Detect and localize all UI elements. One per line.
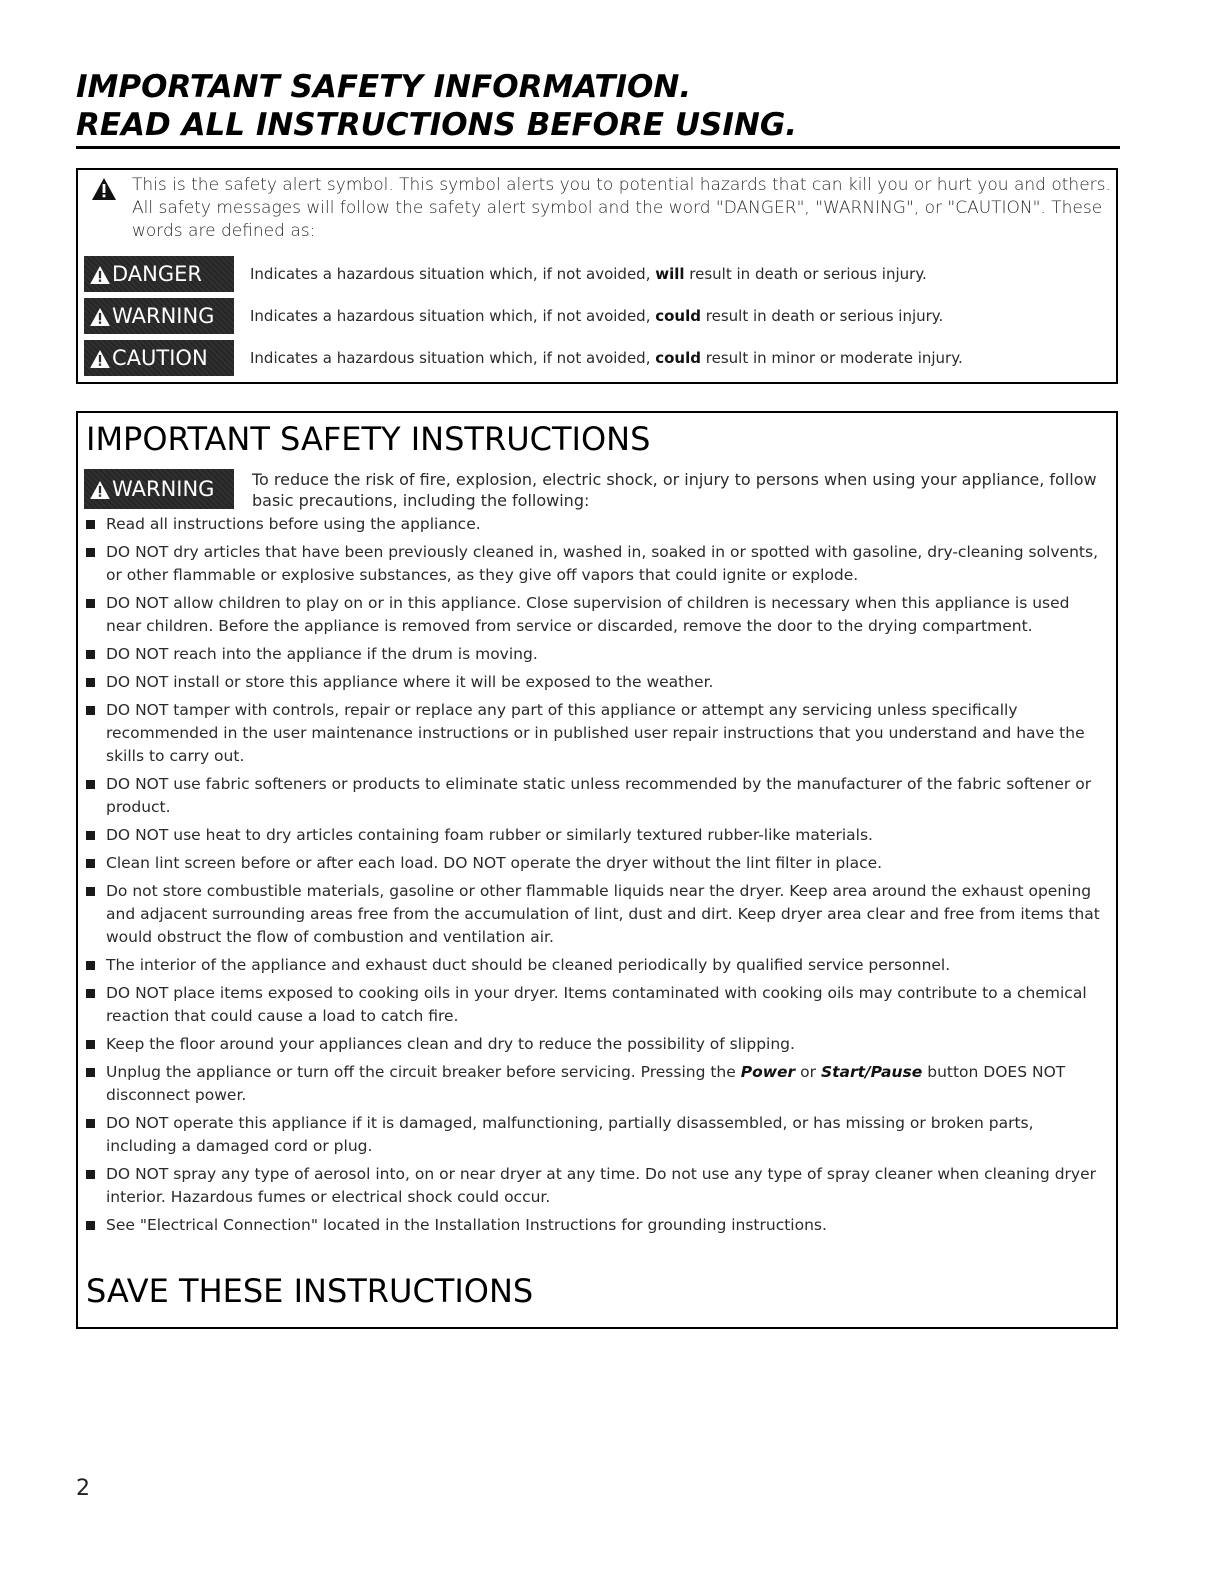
bullet-square-icon [86, 520, 95, 529]
list-item-text: Clean lint screen before or after each load. DO NOT operate the dryer without the lint filter in place. [106, 854, 883, 872]
page-number: 2 [76, 1476, 90, 1501]
list-item [86, 592, 1106, 638]
page-title-line-2: READ ALL INSTRUCTIONS BEFORE USING. [76, 107, 798, 143]
list-item [86, 1033, 1106, 1056]
start-pause-button-reference: Start/Pause [820, 1063, 923, 1081]
list-item [86, 954, 1106, 977]
warning-definition [250, 306, 943, 326]
bullet-square-icon [86, 989, 95, 998]
bullet-square-icon [86, 678, 95, 687]
list-item-text: or [795, 1063, 821, 1081]
caution-badge [84, 340, 234, 376]
list-item [86, 982, 1106, 1028]
list-item-text: DO NOT place items exposed to cooking oils in your dryer. Items contaminated with cooking oils may contribute to a chemical reaction that could cause a load to catch fire. [106, 984, 1087, 1025]
bullet-square-icon [86, 961, 95, 970]
list-item [86, 513, 1106, 536]
warning-badge [84, 298, 234, 334]
list-item [86, 541, 1106, 587]
page-header [76, 68, 1120, 144]
list-item [86, 773, 1106, 819]
bullet-square-icon [86, 706, 95, 715]
list-item-text: DO NOT tamper with controls, repair or replace any part of this appliance or attempt any servicing unless specifically recommended in the user maintenance instructions or in published user repair instructions that you understand and have the skills to carry out. [106, 701, 1085, 765]
signal-row-caution [84, 340, 1114, 378]
list-item [86, 1112, 1106, 1158]
list-item [86, 1214, 1106, 1237]
bullet-square-icon [86, 599, 95, 608]
list-item [86, 852, 1106, 875]
warning-triangle-icon [90, 481, 110, 499]
warning-definition-text-end: result in death or serious injury. [701, 307, 944, 325]
warning-triangle-icon [90, 266, 110, 284]
safety-instruction-list [86, 513, 1106, 1242]
bullet-square-icon [86, 1119, 95, 1128]
header-divider [76, 146, 1120, 149]
list-item-text: Keep the floor around your appliances clean and dry to reduce the possibility of slipping. [106, 1035, 795, 1053]
list-item [86, 880, 1106, 949]
caution-definition [250, 348, 963, 368]
warning-definition-text: Indicates a hazardous situation which, if not avoided, [250, 307, 656, 325]
instructions-warning-text: To reduce the risk of fire, explosion, electric shock, or injury to persons when using your appliance, follow basic precautions, including the following: [252, 470, 1097, 510]
list-item-unplug [86, 1061, 1106, 1107]
caution-badge-label: CAUTION [112, 346, 208, 370]
safety-alert-intro-text: This is the safety alert symbol. This symbol alerts you to potential hazards that can kill you or hurt you and others. All safety messages will follow the safety alert symbol and the word "DANGER", "WARNING", or "CAUTION". These words are defined as: [132, 175, 1111, 241]
instructions-warning-badge-label: WARNING [112, 477, 215, 501]
caution-definition-text: Indicates a hazardous situation which, if not avoided, [250, 349, 656, 367]
safety-alert-definitions-box [76, 168, 1118, 384]
bullet-square-icon [86, 859, 95, 868]
list-item [86, 671, 1106, 694]
list-item-text: Read all instructions before using the appliance. [106, 515, 481, 533]
list-item [86, 643, 1106, 666]
list-item-text: See "Electrical Connection" located in the Installation Instructions for grounding instructions. [106, 1216, 827, 1234]
caution-definition-emphasis: could [655, 349, 701, 367]
danger-definition-emphasis: will [655, 265, 685, 283]
power-button-reference: Power [740, 1063, 796, 1081]
instructions-warning-badge [84, 469, 234, 509]
instructions-warning-row [84, 469, 1104, 513]
safety-instructions-box [76, 411, 1118, 1329]
list-item [86, 824, 1106, 847]
list-item-text: DO NOT reach into the appliance if the drum is moving. [106, 645, 538, 663]
bullet-square-icon [86, 650, 95, 659]
list-item-text: button DOES NOT disconnect power. [106, 1063, 1066, 1104]
list-item-text: DO NOT spray any type of aerosol into, on or near dryer at any time. Do not use any type of spray cleaner when cleaning dryer interior. Hazardous fumes or electrical shock could occur. [106, 1165, 1096, 1206]
bullet-square-icon [86, 887, 95, 896]
warning-definition-emphasis: could [655, 307, 701, 325]
danger-definition-text: Indicates a hazardous situation which, if not avoided, [250, 265, 656, 283]
bullet-square-icon [86, 1040, 95, 1049]
list-item-text: DO NOT allow children to play on or in this appliance. Close supervision of children is necessary when this appliance is used near children. Before the appliance is removed from service or discarded, remove the door to the drying compartment. [106, 594, 1070, 635]
signal-row-warning [84, 298, 1114, 336]
bullet-square-icon [86, 831, 95, 840]
page-title-line-1: IMPORTANT SAFETY INFORMATION. [76, 69, 692, 105]
bullet-square-icon [86, 1068, 95, 1077]
list-item-text: DO NOT use heat to dry articles containing foam rubber or similarly textured rubber-like materials. [106, 826, 873, 844]
bullet-square-icon [86, 780, 95, 789]
bullet-square-icon [86, 548, 95, 557]
list-item-text: The interior of the appliance and exhaust duct should be cleaned periodically by qualified service personnel. [106, 956, 951, 974]
list-item-text: DO NOT use fabric softeners or products to eliminate static unless recommended by the manufacturer of the fabric softener or product. [106, 775, 1092, 816]
list-item-text: DO NOT dry articles that have been previously cleaned in, washed in, soaked in or spotted with gasoline, dry-cleaning solvents, or other flammable or explosive substances, as they give off vapors that could ignite or explode. [106, 543, 1098, 584]
danger-definition-text-end: result in death or serious injury. [684, 265, 927, 283]
caution-definition-text-end: result in minor or moderate injury. [701, 349, 963, 367]
save-instructions-title: SAVE THESE INSTRUCTIONS [86, 1272, 534, 1310]
warning-triangle-icon [90, 308, 110, 326]
danger-badge [84, 256, 234, 292]
danger-badge-label: DANGER [112, 262, 203, 286]
safety-alert-triangle-icon [92, 178, 116, 200]
warning-triangle-icon [90, 350, 110, 368]
list-item [86, 1163, 1106, 1209]
instructions-title: IMPORTANT SAFETY INSTRUCTIONS [86, 420, 651, 458]
list-item-text: DO NOT install or store this appliance where it will be exposed to the weather. [106, 673, 714, 691]
warning-badge-label: WARNING [112, 304, 215, 328]
signal-row-danger [84, 256, 1114, 294]
list-item-text: Unplug the appliance or turn off the circuit breaker before servicing. Pressing the [106, 1063, 741, 1081]
list-item-text: DO NOT operate this appliance if it is damaged, malfunctioning, partially disassembled, or has missing or broken parts, including a damaged cord or plug. [106, 1114, 1034, 1155]
list-item [86, 699, 1106, 768]
bullet-square-icon [86, 1221, 95, 1230]
danger-definition [250, 264, 927, 284]
list-item-text: Do not store combustible materials, gasoline or other flammable liquids near the dryer. Keep area around the exhaust opening and adjacent surrounding areas free from the accumulation of lint, dust and dirt. Keep dryer area clear and free from items that would obstruct the flow of combustion and ventilation air. [106, 882, 1100, 946]
bullet-square-icon [86, 1170, 95, 1179]
